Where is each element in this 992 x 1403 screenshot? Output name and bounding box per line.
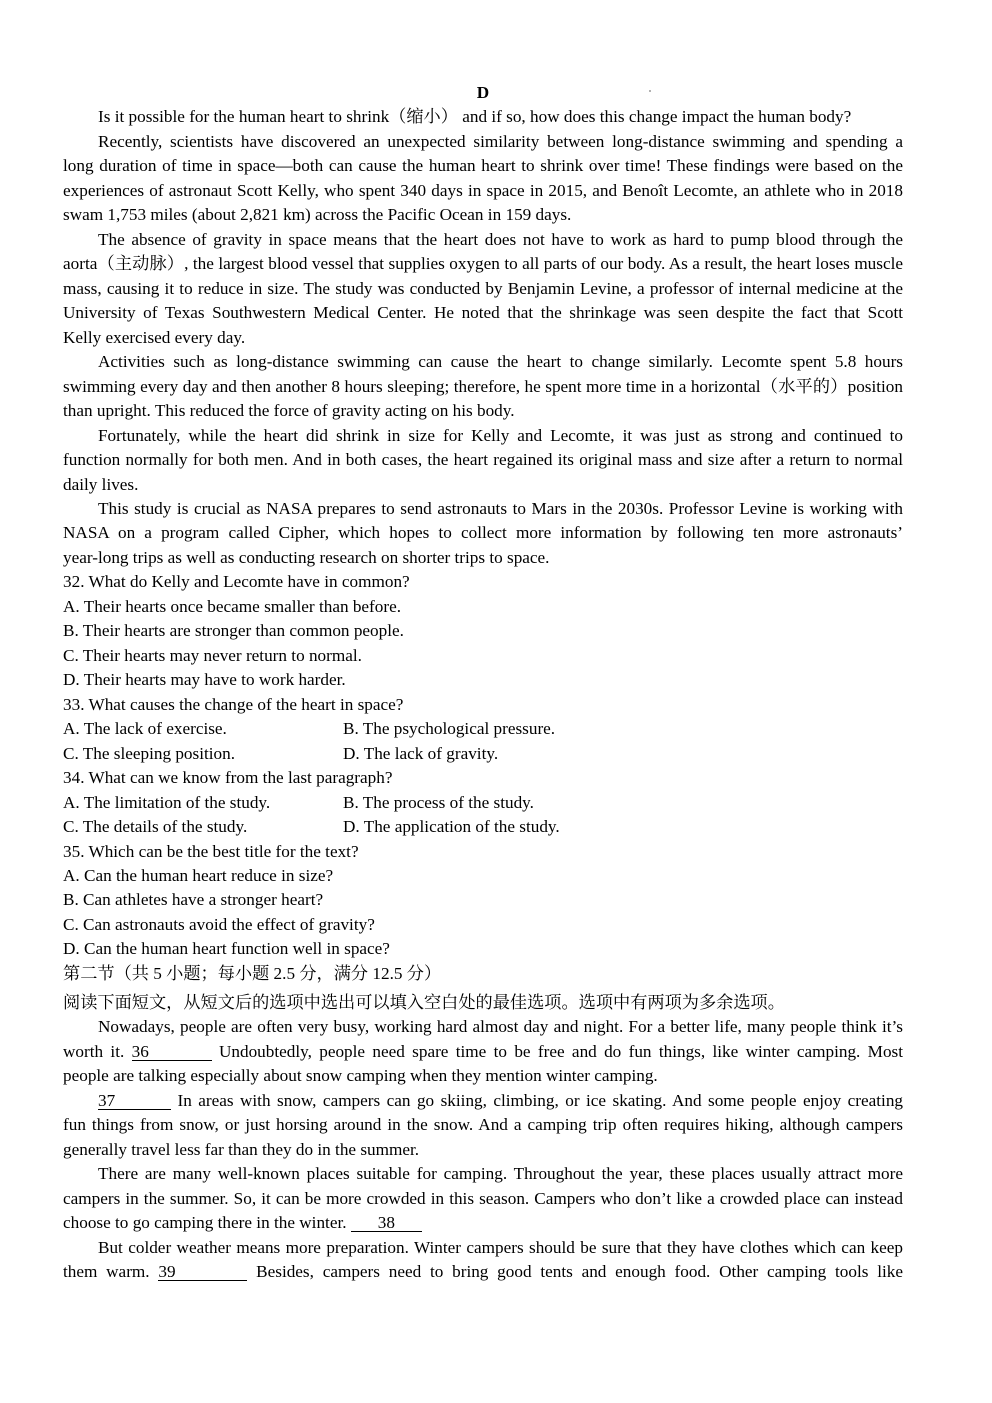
passage-d-paragraph-4 xyxy=(63,350,903,423)
line-text: Besides, campers need to bring good tents and enough food. Other camping tools like xyxy=(256,1262,903,1281)
text-line: Fortunately, while the heart did shrink in size for Kelly and Lecomte, it was just as strong and continued to xyxy=(98,425,903,445)
text-line: Nowadays, people are often very busy, working hard almost day and night. For a better life, many people think it’s xyxy=(98,1017,903,1037)
option-d: D. Can the human heart function well in space? xyxy=(63,939,390,959)
question-stem: 34. What can we know from the last paragraph? xyxy=(63,768,393,788)
option-a: A. The limitation of the study. xyxy=(63,792,271,812)
text-line: year-long trips as well as conducting research on shorter trips to space. xyxy=(63,547,550,567)
text-line xyxy=(63,1040,903,1064)
line-text: worth it. xyxy=(63,1041,125,1061)
passage-label: D xyxy=(476,83,490,102)
text-line: The absence of gravity in space means that the heart does not have to work as hard to pump blood through the xyxy=(98,229,903,249)
text-line: long duration of time in space—both can cause the human heart to shrink over time! These findings were based on the xyxy=(63,156,903,176)
text-line: Kelly exercised every day. xyxy=(63,327,246,347)
text-line: swam 1,753 miles (about 2,821 km) across the Pacific Ocean in 159 days. xyxy=(63,205,572,225)
text-line: There are many well-known places suitable for camping. Throughout the year, these places usually attract more xyxy=(98,1164,903,1184)
options-row xyxy=(63,717,903,741)
option-d: D. The application of the study. xyxy=(343,817,560,837)
cloze-paragraph-2 xyxy=(63,1089,903,1162)
text-line: daily lives. xyxy=(63,474,139,494)
option-a: A. Can the human heart reduce in size? xyxy=(63,866,334,885)
text-line: Activities such as long-distance swimming can cause the heart to change similarly. Lecomte spent 5.8 hours xyxy=(98,352,903,372)
text-line: This study is crucial as NASA prepares to send astronauts to Mars in the 2030s. Professor Levine is working with xyxy=(98,498,903,518)
question-35 xyxy=(63,840,903,962)
section-instructions: 阅读下面短文，从短文后的选项中选出可以填入空白处的最佳选项。选项中有两项为多余选项。 xyxy=(63,992,785,1012)
passage-d-paragraph-2 xyxy=(63,130,903,228)
section-heading: 第二节（共 5 小题；每小题 2.5 分，满分 12.5 分） xyxy=(63,963,442,983)
blank-37: 37 xyxy=(98,1092,171,1110)
options-row xyxy=(63,742,903,766)
passage-d-paragraph-5 xyxy=(63,424,903,497)
text-line: But colder weather means more preparation. Winter campers should be sure that they have clothes which can keep xyxy=(98,1237,903,1257)
text-line: campers in the summer. So, it can be more crowded in this season. Campers who don’t like a crowded place can instead xyxy=(63,1188,903,1208)
passage-d-paragraph-3 xyxy=(63,228,903,350)
cloze-paragraph-4 xyxy=(63,1236,903,1285)
option-a: A. The lack of exercise. xyxy=(63,719,227,739)
text-line: mass, causing it to reduce in size. The study was conducted by Benjamin Levine, a professor of internal medicine at the xyxy=(63,278,903,298)
line-text: choose to go camping there in the winter. xyxy=(63,1213,347,1233)
passage-d-paragraph-1 xyxy=(63,105,903,129)
cloze-paragraph-3 xyxy=(63,1162,903,1235)
option-a: A. Their hearts once became smaller than before. xyxy=(63,596,402,616)
line-text: them warm. xyxy=(63,1262,150,1281)
blank-39: 39 xyxy=(158,1263,247,1281)
question-33 xyxy=(63,693,903,766)
reading-section xyxy=(63,81,903,1284)
question-stem: 35. Which can be the best title for the text? xyxy=(63,841,359,861)
option-d: D. Their hearts may have to work harder. xyxy=(63,670,346,690)
option-c: C. The sleeping position. xyxy=(63,743,236,763)
option-b: B. Can athletes have a stronger heart? xyxy=(63,890,324,910)
question-stem: 33. What causes the change of the heart in space? xyxy=(63,694,404,714)
option-d: D. The lack of gravity. xyxy=(343,743,499,763)
text-line: experiences of astronaut Scott Kelly, who spent 340 days in space in 2015, and Benoît Lecomte, an athlete who in 2018 xyxy=(63,180,903,200)
text-line: than upright. This reduced the force of gravity acting on his body. xyxy=(63,401,515,421)
option-c: C. Can astronauts avoid the effect of gravity? xyxy=(63,914,375,934)
option-c: C. Their hearts may never return to normal. xyxy=(63,645,362,665)
text-line: University of Texas Southwestern Medical Center. He noted that the shrinkage was seen despite the fact that Scott xyxy=(63,303,903,323)
blank-38: 38 xyxy=(351,1214,422,1232)
cloze-paragraph-1 xyxy=(63,1015,903,1088)
options-row xyxy=(63,815,903,839)
option-b: B. Their hearts are stronger than common people. xyxy=(63,621,404,641)
line-text: Undoubtedly, people need spare time to be free and do fun things, like winter camping. Most xyxy=(218,1041,904,1061)
text-line xyxy=(63,1089,903,1113)
option-b: B. The psychological pressure. xyxy=(343,719,556,739)
text-line: Recently, scientists have discovered an unexpected similarity between long-distance swimming and spending a xyxy=(98,131,903,151)
passage-d-paragraph-6 xyxy=(63,497,903,570)
option-c: C. The details of the study. xyxy=(63,817,248,837)
options-row xyxy=(63,791,903,815)
option-b: B. The process of the study. xyxy=(343,792,534,812)
text-line: Is it possible for the human heart to shrink（缩小） and if so, how does this change impact the human body? xyxy=(98,107,852,127)
text-line: fun things from snow, or just horsing around in the snow. And a camping trip often requires hiking, although campers xyxy=(63,1115,903,1135)
text-line: generally travel less far than they do in the summer. xyxy=(63,1139,420,1159)
text-line: function normally for both men. And in both cases, the heart regained its original mass and size after a return to normal xyxy=(63,450,903,470)
text-line: people are talking especially about snow camping when they mention winter camping. xyxy=(63,1066,658,1086)
line-text: In areas with snow, campers can go skiing, climbing, or ice skating. And some people enjoy creating xyxy=(177,1090,904,1110)
blank-36: 36 xyxy=(132,1043,212,1061)
question-34 xyxy=(63,766,903,839)
text-line xyxy=(63,1211,903,1235)
text-line: aorta（主动脉）, the largest blood vessel that supplies oxygen to all parts of our body. As a result, the heart loses muscle xyxy=(63,254,903,274)
text-line xyxy=(63,1260,903,1284)
question-stem: 32. What do Kelly and Lecomte have in common? xyxy=(63,572,410,592)
text-line: NASA on a program called Cipher, which hopes to collect more information by following ten more astronauts’ xyxy=(63,523,903,543)
text-line: swimming every day and then another 8 hours sleeping; therefore, he spent more time in a horizontal（水平的）position xyxy=(63,376,903,396)
question-32 xyxy=(63,570,903,692)
